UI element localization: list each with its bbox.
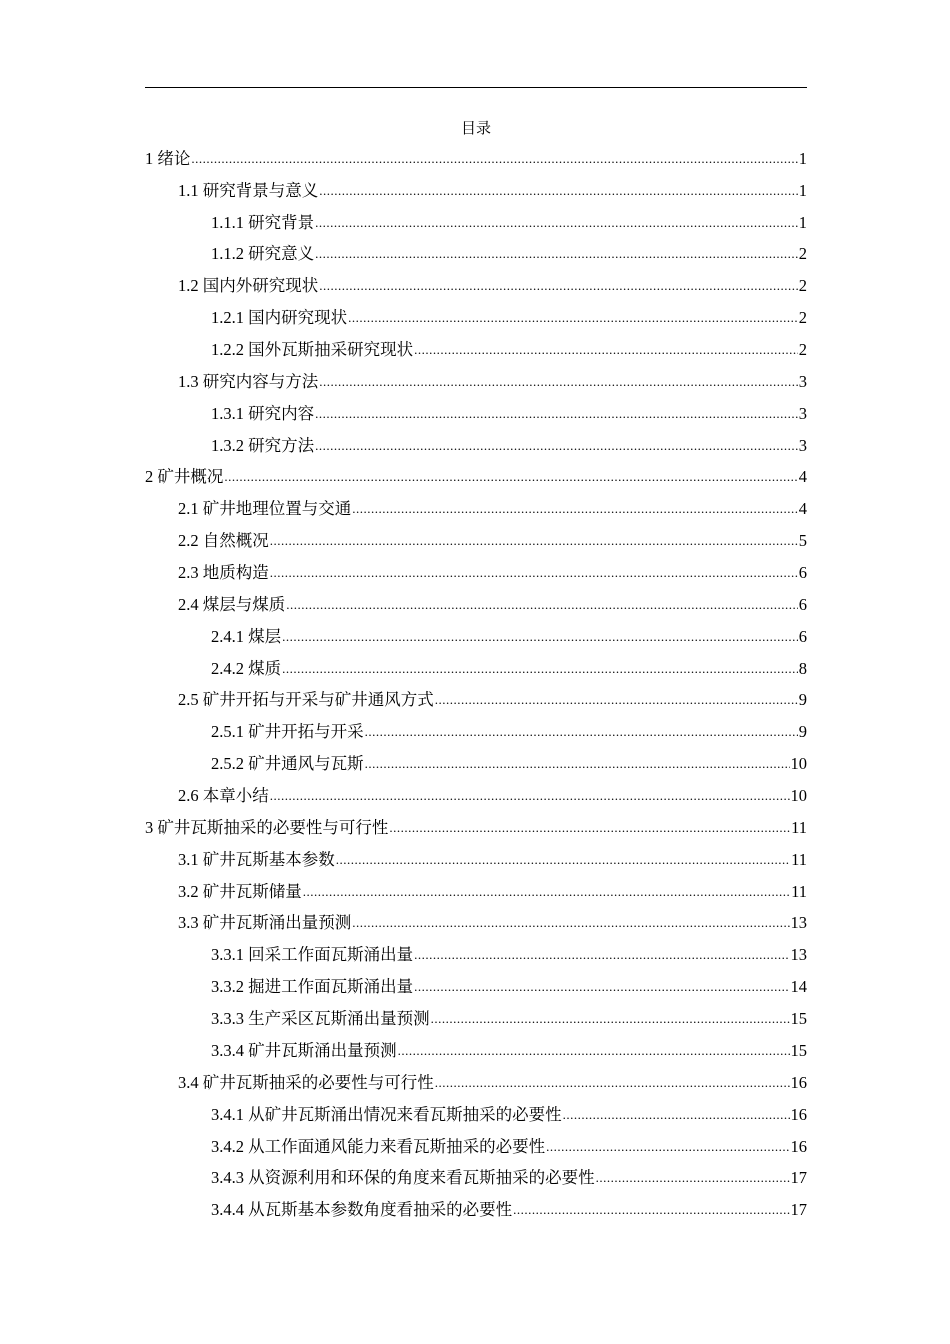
toc-entry[interactable] [145, 841, 807, 873]
toc-entry-label: 1.3.2 研究方法 [211, 435, 315, 455]
toc-dot-leader [319, 179, 798, 203]
toc-entry-label: 1.2.1 国内研究现状 [211, 308, 348, 328]
toc-entry[interactable] [145, 172, 807, 204]
toc-entry[interactable] [145, 554, 807, 586]
toc-entry[interactable] [145, 490, 807, 522]
toc-entry-label: 3.4.4 从瓦斯基本参数角度看抽采的必要性 [211, 1200, 513, 1220]
toc-dot-leader [414, 975, 789, 999]
toc-dot-leader [336, 848, 790, 872]
toc-entry-page-number: 4 [798, 467, 807, 487]
toc-entry[interactable] [145, 968, 807, 1000]
toc-dot-leader [435, 1071, 790, 1095]
toc-entry[interactable] [145, 236, 807, 268]
toc-entry[interactable] [145, 1160, 807, 1192]
toc-entry-label: 1 绪论 [145, 148, 191, 168]
toc-entry[interactable] [145, 522, 807, 554]
toc-entry-page-number: 11 [791, 817, 807, 837]
toc-entry-label: 1.1.1 研究背景 [211, 212, 315, 232]
toc-entry-page-number: 10 [790, 754, 807, 774]
toc-dot-leader [319, 370, 798, 394]
toc-entry[interactable] [145, 682, 807, 714]
toc-dot-leader [286, 593, 798, 617]
toc-dot-leader [282, 657, 798, 681]
toc-dot-leader [414, 338, 798, 362]
toc-entry-label: 2.4.1 煤层 [211, 626, 282, 646]
toc-dot-leader [546, 1135, 789, 1159]
toc-dot-leader [315, 211, 798, 235]
toc-dot-leader [435, 688, 798, 712]
toc-dot-leader [398, 1039, 790, 1063]
toc-entry-page-number: 15 [790, 1009, 807, 1029]
toc-entry-label: 1.2.2 国外瓦斯抽采研究现状 [211, 340, 414, 360]
toc-dot-leader [596, 1166, 790, 1190]
toc-entry[interactable] [145, 140, 807, 172]
toc-entry-page-number: 13 [790, 945, 807, 965]
toc-entry-page-number: 17 [790, 1168, 807, 1188]
toc-entry-page-number: 8 [798, 658, 807, 678]
toc-dot-leader [270, 529, 798, 553]
toc-entry-page-number: 14 [790, 977, 807, 997]
toc-entry-page-number: 13 [790, 913, 807, 933]
toc-entry[interactable] [145, 713, 807, 745]
toc-entry-page-number: 2 [798, 244, 807, 264]
toc-entry-label: 3.3 矿井瓦斯涌出量预测 [178, 913, 352, 933]
toc-entry-label: 2.1 矿井地理位置与交通 [178, 499, 352, 519]
toc-entry-page-number: 6 [798, 563, 807, 583]
toc-entry-label: 2.5 矿井开拓与开采与矿井通风方式 [178, 690, 434, 710]
toc-entry[interactable] [145, 1096, 807, 1128]
toc-entry-page-number: 17 [790, 1200, 807, 1220]
toc-entry-label: 3.4.1 从矿井瓦斯涌出情况来看瓦斯抽采的必要性 [211, 1104, 562, 1124]
table-of-contents [145, 140, 807, 1223]
toc-dot-leader [431, 1007, 790, 1031]
toc-entry-label: 2.4 煤层与煤质 [178, 594, 286, 614]
toc-entry-page-number: 3 [798, 371, 807, 391]
toc-entry[interactable] [145, 299, 807, 331]
toc-entry-page-number: 1 [798, 212, 807, 232]
toc-entry-page-number: 1 [798, 148, 807, 168]
toc-entry[interactable] [145, 427, 807, 459]
toc-dot-leader [352, 911, 789, 935]
toc-entry[interactable] [145, 936, 807, 968]
toc-entry-page-number: 3 [798, 403, 807, 423]
toc-dot-leader [348, 306, 798, 330]
toc-entry-label: 1.3 研究内容与方法 [178, 371, 319, 391]
toc-entry-label: 3.3.2 掘进工作面瓦斯涌出量 [211, 977, 414, 997]
toc-dot-leader [270, 561, 798, 585]
toc-entry[interactable] [145, 809, 807, 841]
toc-entry[interactable] [145, 1064, 807, 1096]
toc-entry-label: 2.5.1 矿井开拓与开采 [211, 722, 364, 742]
toc-entry-page-number: 9 [798, 722, 807, 742]
toc-entry-label: 3.1 矿井瓦斯基本参数 [178, 849, 335, 869]
toc-entry-page-number: 1 [798, 180, 807, 200]
toc-entry-label: 3.3.4 矿井瓦斯涌出量预测 [211, 1040, 397, 1060]
toc-dot-leader [513, 1198, 789, 1222]
toc-dot-leader [191, 147, 797, 171]
toc-dot-leader [315, 242, 798, 266]
toc-entry[interactable] [145, 618, 807, 650]
toc-entry[interactable] [145, 745, 807, 777]
toc-dot-leader [319, 274, 798, 298]
toc-entry[interactable] [145, 267, 807, 299]
toc-entry-page-number: 16 [790, 1104, 807, 1124]
toc-dot-leader [270, 784, 790, 808]
toc-entry-label: 1.1 研究背景与意义 [178, 180, 319, 200]
toc-entry[interactable] [145, 204, 807, 236]
toc-entry[interactable] [145, 395, 807, 427]
toc-entry-label: 1.3.1 研究内容 [211, 403, 315, 423]
toc-entry-page-number: 16 [790, 1072, 807, 1092]
toc-entry[interactable] [145, 1032, 807, 1064]
toc-entry-page-number: 5 [798, 531, 807, 551]
toc-entry-label: 3 矿井瓦斯抽采的必要性与可行性 [145, 817, 389, 837]
toc-entry-page-number: 3 [798, 435, 807, 455]
toc-entry-page-number: 16 [790, 1136, 807, 1156]
toc-entry-label: 3.3.3 生产采区瓦斯涌出量预测 [211, 1009, 430, 1029]
toc-dot-leader [352, 497, 798, 521]
toc-entry-label: 2.2 自然概况 [178, 531, 269, 551]
toc-entry-label: 3.3.1 回采工作面瓦斯涌出量 [211, 945, 414, 965]
toc-entry-label: 3.4.2 从工作面通风能力来看瓦斯抽采的必要性 [211, 1136, 546, 1156]
toc-entry[interactable] [145, 1128, 807, 1160]
toc-entry-page-number: 2 [798, 308, 807, 328]
toc-title: 目录 [460, 121, 491, 137]
header-rule [145, 87, 807, 88]
toc-dot-leader [365, 720, 798, 744]
toc-entry-label: 2 矿井概况 [145, 467, 224, 487]
toc-entry-page-number: 6 [798, 626, 807, 646]
toc-entry[interactable] [145, 905, 807, 937]
toc-entry-label: 2.3 地质构造 [178, 563, 269, 583]
toc-entry[interactable] [145, 650, 807, 682]
toc-entry-label: 1.1.2 研究意义 [211, 244, 315, 264]
toc-dot-leader [365, 752, 790, 776]
toc-entry[interactable] [145, 459, 807, 491]
toc-dot-leader [389, 816, 790, 840]
toc-entry-label: 3.2 矿井瓦斯储量 [178, 881, 302, 901]
toc-entry-label: 2.6 本章小结 [178, 786, 269, 806]
toc-entry-label: 3.4.3 从资源利用和环保的角度来看瓦斯抽采的必要性 [211, 1168, 595, 1188]
toc-dot-leader [315, 434, 798, 458]
toc-dot-leader [315, 402, 798, 426]
toc-entry-page-number: 2 [798, 340, 807, 360]
toc-dot-leader [414, 943, 789, 967]
toc-dot-leader [224, 465, 797, 489]
toc-entry-label: 2.4.2 煤质 [211, 658, 282, 678]
toc-entry[interactable] [145, 363, 807, 395]
toc-entry-page-number: 4 [798, 499, 807, 519]
toc-dot-leader [282, 625, 798, 649]
toc-entry[interactable] [145, 586, 807, 618]
toc-entry[interactable] [145, 331, 807, 363]
toc-entry-page-number: 2 [798, 276, 807, 296]
toc-entry[interactable] [145, 777, 807, 809]
toc-dot-leader [303, 880, 790, 904]
toc-entry[interactable] [145, 1000, 807, 1032]
toc-entry-page-number: 11 [791, 849, 807, 869]
toc-entry-label: 3.4 矿井瓦斯抽采的必要性与可行性 [178, 1072, 434, 1092]
toc-entry-label: 1.2 国内外研究现状 [178, 276, 319, 296]
toc-entry-page-number: 11 [791, 881, 807, 901]
toc-entry-page-number: 9 [798, 690, 807, 710]
toc-entry[interactable] [145, 873, 807, 905]
toc-entry-page-number: 15 [790, 1040, 807, 1060]
toc-entry-label: 2.5.2 矿井通风与瓦斯 [211, 754, 364, 774]
toc-entry-page-number: 10 [790, 786, 807, 806]
toc-entry-page-number: 6 [798, 594, 807, 614]
toc-dot-leader [563, 1103, 790, 1127]
toc-entry[interactable] [145, 1191, 807, 1223]
